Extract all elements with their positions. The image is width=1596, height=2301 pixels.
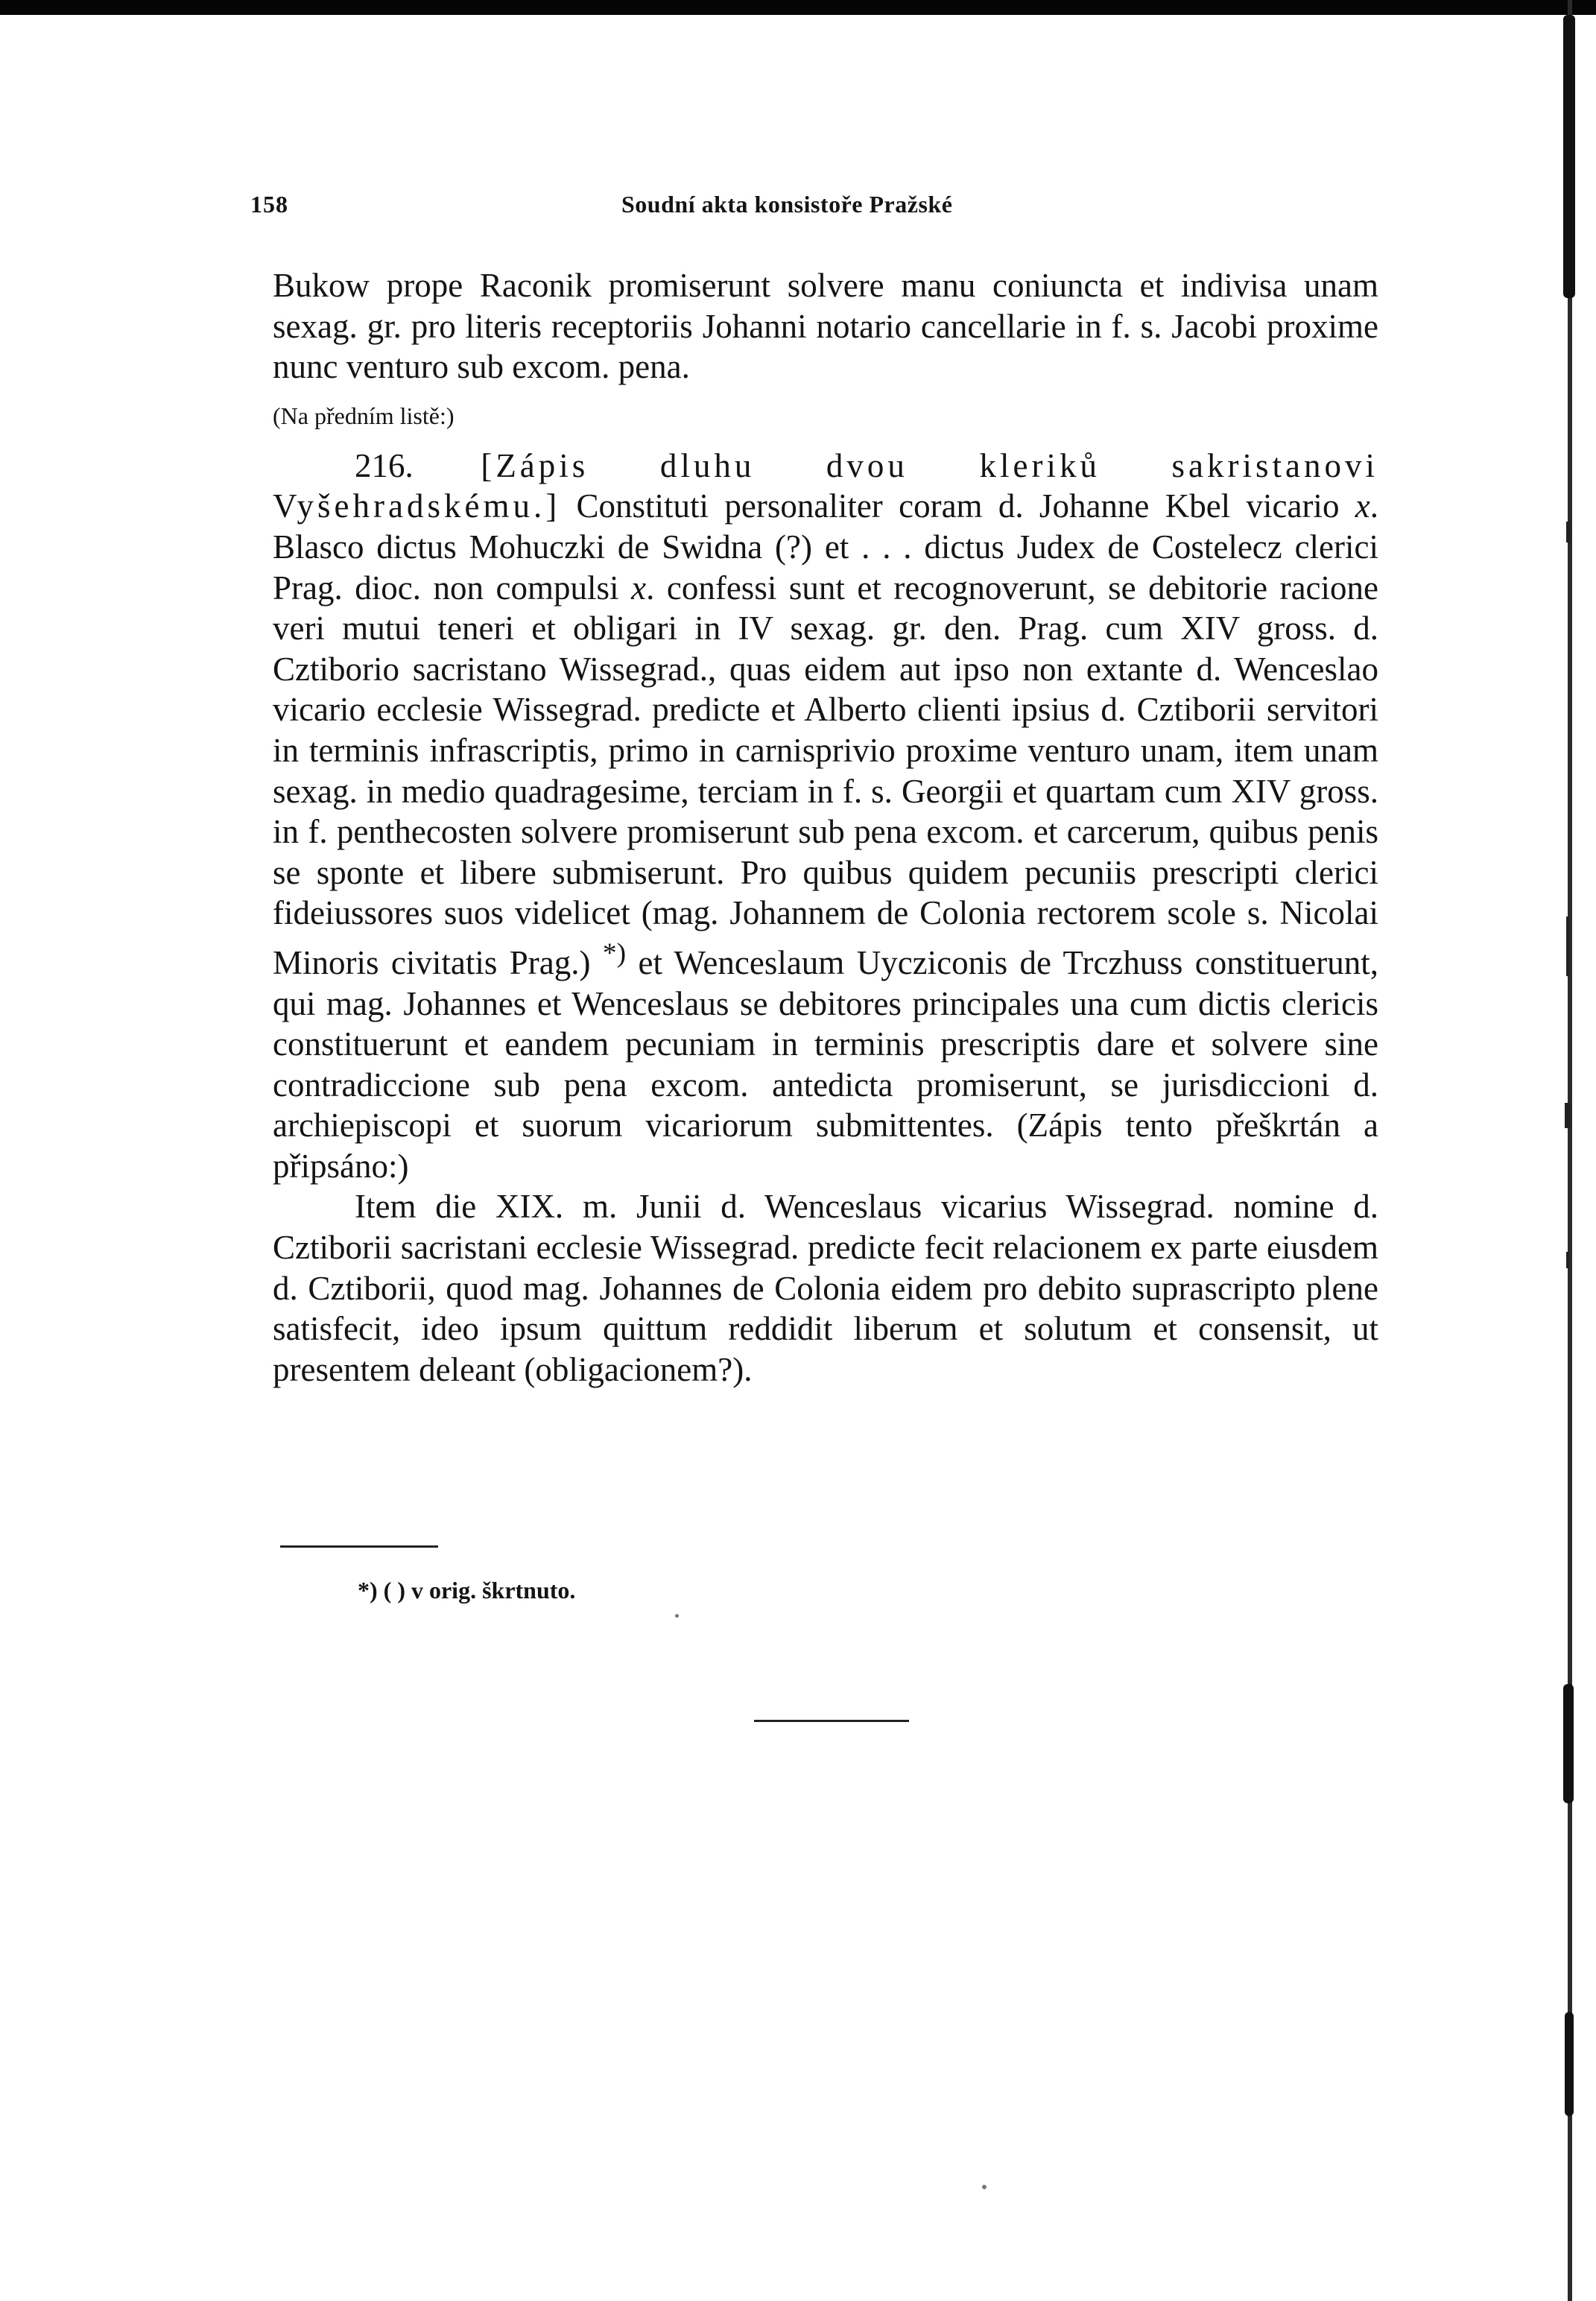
footnote: *) ( ) v orig. škrtnuto. — [358, 1577, 576, 1604]
scan-speck — [982, 2185, 987, 2189]
footnote-rule — [280, 1545, 438, 1548]
entry-216 — [273, 446, 1378, 1187]
editorial-note: (Na předním listě:) — [273, 402, 455, 429]
scan-right-edge — [1553, 0, 1596, 2301]
paragraph-addendum: Item die XIX. m. Junii d. Wenceslaus vicarius Wissegrad. nomine d. Cztiborii sacristani ecclesie Wissegrad. predicte fecit relacionem ex parte eiusdem d. Cztiborii, quod mag. Johannes de Colonia eidem pro debito suprascripto plene satisfecit, ideo ipsum quittum reddidit liberum et solutum et consensit, ut presentem deleant (obligacionem?). — [273, 1188, 1378, 1388]
main-text — [273, 265, 1378, 1390]
entry-text-part-4: et Wenceslaum Uycziconis de Trczhuss constituerunt, qui mag. Johannes et Wenceslaus se debitores principales una cum dictis clericis constituerunt et eandem pecuniam in terminis prescriptis dare et solvere sine contradiccione sub pena excom. antedicta promiserunt, se jurisdiccioni d. archiepiscopi et suorum vicariorum submittentes. (Zápis tento přeškrtán a připsáno:) — [273, 943, 1378, 1185]
entry-number: 216. — [355, 446, 414, 484]
scan-speck — [675, 1614, 679, 1618]
entry-text-part-3: . confessi sunt et recognoverunt, se debitorie racione veri mutui teneri et obligari in IV sexag. gr. den. Prag. cum XIV gross. d. Cztiborio sacristano Wissegrad., quas eidem aut ipso non extante d. Wenceslao vicario ecclesie Wissegrad. predicte et Alberto clienti ipsius d. Cztiborii servitori in terminis infrascriptis, primo in carnisprivio proxime venturo unam, item unam sexag. in medio quadragesime, terciam in f. s. Georgii et quartam cum XIV gross. in f. penthecosten solvere promiserunt sub pena excom. et carcerum, quibus penis se sponte et libere submiserunt. Pro quibus quidem pecuniis prescripti clerici fideiussores suos videlicet (mag. Johannem de Colonia rectorem scole s. Nicolai Minoris civitatis Prag.) — [273, 569, 1378, 981]
entry-text-part-1: Constituti personaliter coram d. Johanne Kbel vicario — [576, 487, 1340, 525]
entry-heading: [Zápis dluhu dvou kleriků sakristanovi Vyšehradskému.] — [273, 446, 1379, 525]
abbrev-mark-1: x — [1355, 487, 1370, 525]
running-head: Soudní akta konsistoře Pražské — [621, 191, 953, 218]
section-end-rule — [754, 1720, 909, 1722]
paragraph-continuation: Bukow prope Raconik promiserunt solvere manu coniuncta et indivisa unam sexag. gr. pro literis receptoriis Johanni notario cancellarie in f. s. Jacobi proxime nunc venturo sub excom. pena. — [273, 267, 1378, 386]
abbrev-mark-2: x — [631, 569, 647, 607]
scan-top-border — [0, 0, 1596, 15]
page-number: 158 — [250, 191, 288, 218]
entry-text-part-2: . Blasco dictus Mohuczki de Swidna (?) et . . . dictus Judex de Costelecz clerici Prag. dioc. non compulsi — [273, 487, 1379, 607]
footnote-reference: *) — [602, 937, 627, 969]
